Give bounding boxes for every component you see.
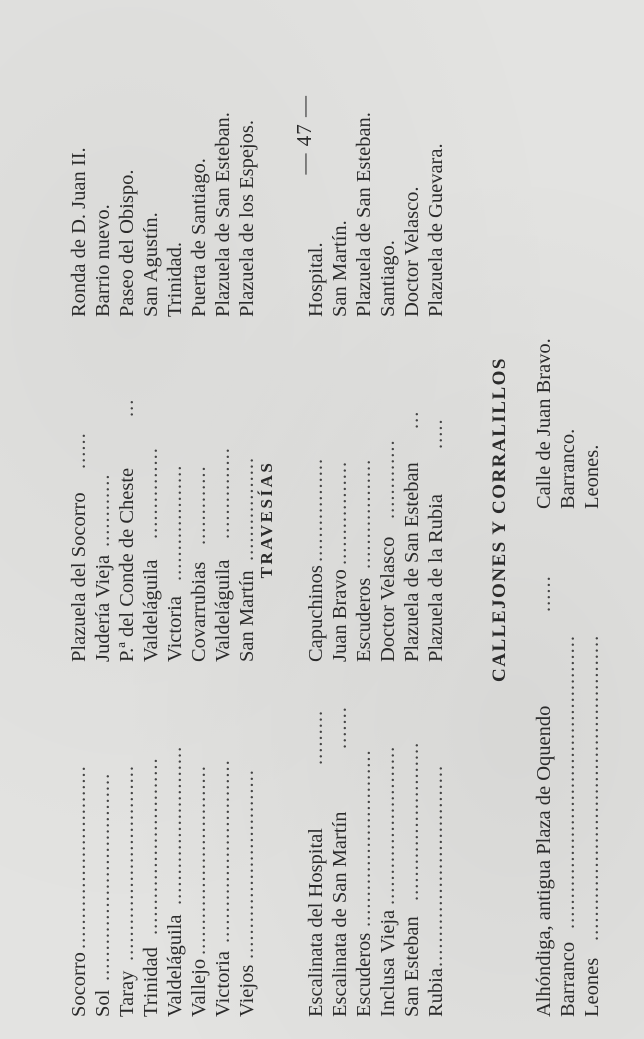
street-name: Sol [92, 989, 114, 1017]
leader-dots: ................. [329, 460, 351, 565]
leader-dots: ............... [212, 447, 234, 539]
table-row [328, 17, 352, 1017]
leader-dots: .............................. [68, 765, 90, 949]
street-name: Victoria [212, 951, 234, 1017]
table-row [91, 17, 115, 1017]
street-name: Barranco [557, 941, 579, 1017]
leader-dots: ............ [92, 473, 114, 547]
street-start: San Martín [236, 570, 258, 662]
street-end: Ronda de D. Juan II. [68, 147, 90, 317]
street-destination: Leones. [581, 444, 603, 509]
street-end: Paseo del Obispo. [116, 169, 138, 317]
street-name: Valdeláguila [164, 914, 186, 1017]
street-start: P.ª del Conde de Cheste [116, 467, 138, 662]
street-end: Trinidad. [164, 242, 186, 317]
leader-dots: .......................... [401, 741, 423, 901]
leader-dots: ................................. [425, 764, 447, 967]
leader-dots: ............. [377, 439, 399, 519]
table-row [400, 17, 424, 1017]
leader-dots: ................................ [116, 765, 138, 961]
leader-dots: ... [116, 398, 138, 417]
street-start: Valdeláguila [140, 559, 162, 662]
leader-dots: ................................................ [557, 635, 579, 929]
leader-dots: .................. [353, 458, 375, 569]
street-end: Santiago. [377, 240, 399, 317]
table-row [163, 17, 187, 1017]
leader-dots: ...... [68, 432, 90, 469]
table-row [424, 17, 448, 1017]
street-start: Judería Vieja [92, 554, 114, 662]
table-row [376, 17, 400, 1017]
leader-dots: .................................................. [581, 634, 603, 941]
leader-dots: ................. [305, 457, 327, 562]
street-start: Valdeláguila [212, 559, 234, 662]
section-heading-travesias: TRAVESÍAS [257, 460, 276, 579]
table-row [211, 17, 235, 1017]
table-row [187, 17, 211, 1017]
street-name: Trinidad [140, 947, 162, 1017]
leader-dots: ............................... [188, 765, 210, 955]
street-end: Plazuela de los Espejos. [236, 120, 258, 317]
street-start: Victoria [164, 596, 186, 662]
street-end: Plazuela de San Esteban. [212, 112, 234, 317]
leader-dots: .......................... [164, 745, 186, 905]
street-name: Socorro [68, 952, 90, 1017]
leader-dots: .............................. [212, 759, 234, 943]
leader-dots: ............... [140, 447, 162, 539]
table-row [352, 17, 376, 1017]
street-destination: Calle de Juan Bravo. [533, 338, 555, 509]
street-name: Inclusa Vieja [377, 909, 399, 1017]
street-start: Plazuela de la Rubia [425, 494, 447, 662]
page-number: — 47 — [292, 95, 316, 175]
table-row [532, 17, 556, 1017]
table-row [67, 17, 91, 1017]
street-end: Puerta de Santiago. [188, 158, 210, 317]
leader-dots: ............. [188, 465, 210, 545]
street-name: Rubia [425, 968, 447, 1017]
leader-dots: ............................... [236, 769, 258, 959]
leader-dots: ..... [425, 418, 447, 449]
street-destination: Barranco. [557, 428, 579, 509]
street-start: Juan Bravo [329, 569, 351, 662]
street-start: Doctor Velasco [377, 536, 399, 662]
street-name: Viejos [236, 964, 258, 1017]
leader-dots: ......... [305, 709, 327, 765]
leader-dots: ....... [329, 706, 351, 749]
street-end: Barrio nuevo. [92, 204, 114, 317]
street-name: Vallejo [188, 958, 210, 1017]
street-end: San Agustín. [140, 212, 162, 317]
street-name: Taray [116, 970, 138, 1017]
leader-dots: .................................. [92, 772, 114, 981]
street-end: Plazuela de San Esteban. [353, 112, 375, 317]
table-row [115, 17, 139, 1017]
street-start: Plazuela de San Esteban [401, 462, 423, 662]
street-start: Capuchinos [305, 565, 327, 662]
table-row [556, 17, 580, 1017]
street-name: San Esteban [401, 916, 423, 1017]
section-heading-callejones: CALLEJONES Y CORRALILLOS [489, 357, 510, 682]
table-row [235, 17, 259, 1017]
leader-dots: ................... [164, 464, 186, 581]
leader-dots: ............................. [140, 757, 162, 935]
street-start: Covarrubias [188, 561, 210, 662]
street-end: San Martín. [329, 220, 351, 317]
leader-dots: .......................... [377, 745, 399, 905]
table-row [304, 17, 328, 1017]
street-name: Alhóndiga, antigua Plaza de Oquendo [533, 705, 555, 1017]
street-end: Plazuela de Guevara. [425, 143, 447, 317]
leader-dots: ... [401, 410, 423, 429]
street-start: Escuderos [353, 577, 375, 662]
street-end: Doctor Velasco. [401, 186, 423, 317]
leader-dots: ................. [236, 456, 258, 561]
street-name: Escalinata de San Martín [329, 811, 351, 1017]
street-name: Leones [581, 957, 603, 1017]
street-end: Hospital. [305, 242, 327, 317]
table-row [139, 17, 163, 1017]
table-row [580, 17, 604, 1017]
leader-dots: ...... [533, 575, 555, 612]
street-name: Escuderos [353, 932, 375, 1017]
street-start: Plazuela del Socorro [68, 492, 90, 662]
leader-dots: ............................. [353, 749, 375, 927]
street-name: Escalinata del Hospital [305, 828, 327, 1017]
